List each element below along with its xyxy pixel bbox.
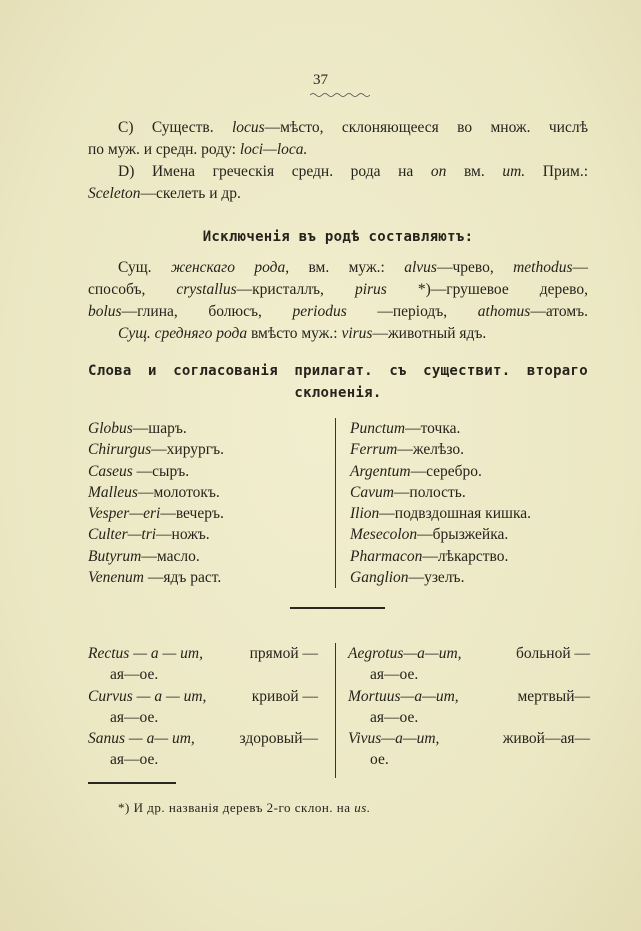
vocab-right-column [350,418,531,588]
translation: прямой — [249,645,318,662]
ending: ая—ое. [110,751,159,769]
latin-term: Curvus — a — um, [88,687,207,705]
translation: —шаръ. [132,420,187,437]
latin-term: Cavum [350,483,394,501]
latin-term: женскаго рода [170,259,286,276]
translation: —ножъ. [156,526,210,544]
ending: ая—ое. [370,708,419,726]
translation: —ядъ раст. [143,569,222,587]
latin-term: Pharmacon [350,547,423,565]
vocab-entry [88,418,224,439]
footnote-italic: us. [354,800,371,815]
vocab-entry [88,546,224,567]
adjectives-left-column [88,643,318,771]
text-segment: Слова и согласованія прилагат. съ существит. втораго [88,363,588,379]
footnote [118,800,371,816]
vocab-entry [350,524,531,545]
text-segment: С) Существ. [118,119,232,136]
translation: —серебро. [410,462,482,480]
column-divider [335,643,336,778]
adjective-entry [348,686,590,707]
text-segment: D) Имена греческія средн. рода на [118,163,431,180]
latin-term: Globus [88,420,133,437]
vocab-left-column [88,418,224,588]
adjective-entry [348,643,590,664]
text-segment: способъ, [88,281,177,298]
ending: ая—ое. [370,666,419,684]
latin-term: on [430,163,447,180]
latin-term: periodus [292,303,347,320]
translation: —хирургъ. [151,441,225,459]
latin-term: Caseus [88,462,133,480]
vocab-entry [88,567,224,588]
latin-term: Vivus—a—um, [348,730,440,748]
vocab-entry [88,461,224,482]
translation: —подвздошная кишка. [379,505,531,523]
page-number: 37 [313,72,328,88]
text-segment: *)—грушевое дерево, [386,281,588,298]
translation: —вечеръ. [160,505,224,523]
adjective-entry [88,728,318,749]
text-segment: , вм. муж.: [285,259,405,276]
ornament-divider [310,92,370,98]
text-line [118,118,588,138]
adjective-entry [88,686,318,707]
text-segment: Прим.: [525,163,589,180]
text-segment: Сущ. [118,259,171,276]
latin-term: Ganglion [350,569,409,587]
latin-term: Sceleton [88,185,141,202]
latin-term: locus [231,119,265,136]
text-segment: —атомъ. [530,303,589,320]
vocab-entry [88,524,224,545]
text-segment: —мѣсто, склоняющееся во множ. числѣ [264,119,588,136]
text-line [118,324,588,344]
column-divider [335,418,336,588]
vocab-entry [88,503,224,524]
latin-term: methodus [513,259,573,276]
translation: —узелъ. [408,569,465,587]
vocab-entry [350,546,531,567]
translation: мертвый— [517,687,590,705]
latin-term: Сущ. средняго рода [118,325,248,342]
text-segment: по муж. и средн. роду: [88,141,240,158]
latin-term: crystallus [176,281,237,298]
text-segment: —періодъ, [346,303,478,320]
adjective-entry [88,643,318,664]
text-segment: вмѣсто муж.: [247,325,342,342]
translation: живой—ая— [502,730,590,748]
latin-term: Chirurgus [88,441,152,459]
vocab-entry [350,439,531,460]
text-segment: —животный ядъ. [372,325,487,342]
text-segment: —чрево, [436,259,514,276]
vocab-entry [350,567,531,588]
text-line [88,383,588,403]
latin-term: Ferrum [350,441,398,459]
translation: —лѣкарство. [422,547,509,565]
latin-term: alvus [404,259,437,276]
latin-term: Ilion [350,505,380,523]
latin-term: athomus [477,303,531,320]
text-line [88,361,588,381]
latin-term: um. [502,163,526,180]
latin-term: Mesecolon [350,526,418,544]
latin-term: bolus [88,303,122,320]
translation: —точка. [405,420,461,437]
text-line [118,258,588,278]
latin-term: loci—loca. [239,141,308,158]
vocab-entry [350,418,531,439]
text-line [118,162,588,182]
text-segment: —глина, болюсъ, [121,303,293,320]
text-segment: — [572,259,588,276]
text-segment: вм. [446,163,503,180]
latin-term: pirus [354,281,387,298]
latin-term: Culter—tri [88,526,157,544]
latin-term: Mortuus—a—um, [348,687,459,705]
latin-term: Butyrum [88,547,142,565]
translation: больной — [516,645,590,662]
latin-term: virus [341,325,373,342]
translation: —масло. [141,547,200,565]
vocab-entry [350,503,531,524]
translation: —сыръ. [132,462,190,480]
footnote-text: *) И др. названія деревъ 2-го склон. на [118,800,355,815]
vocab-entry [350,482,531,503]
vocab-entry [350,461,531,482]
text-segment: склоненія. [294,385,382,401]
footnote-rule [88,782,176,784]
text-segment: —кристаллъ, [236,281,355,298]
vocab-entry [88,439,224,460]
text-segment: —скелеть и др. [140,185,241,202]
text-line [88,184,588,204]
text-line [88,227,588,247]
text-line [88,140,588,160]
translation: здоровый— [239,730,318,748]
vocab-entry [88,482,224,503]
translation: —молотокъ. [137,483,220,501]
ending: ая—ое. [110,708,159,726]
adjectives-right-column [348,643,590,771]
latin-term: Aegrotus—a—um, [348,645,462,662]
latin-term: Argentum [350,462,411,480]
ending: ая—ое. [110,666,159,684]
translation: —брызжейка. [417,526,509,544]
text-line [88,280,588,300]
latin-term: Venenum [88,569,144,587]
translation: кривой — [251,687,318,705]
adjective-entry [348,728,590,749]
latin-term: Malleus [88,483,138,501]
text-segment: Исключенія въ родѣ составляютъ: [202,229,474,245]
translation: —желѣзо. [397,441,465,459]
latin-term: Sanus — a— um, [88,730,195,748]
latin-term: Punctum [350,420,406,437]
translation: —полость. [393,483,466,501]
text-line [88,302,588,322]
latin-term: Rectus — a — um, [88,645,203,662]
latin-term: Vesper—eri [88,505,161,523]
ending: ое. [370,751,389,769]
section-divider [290,607,385,609]
